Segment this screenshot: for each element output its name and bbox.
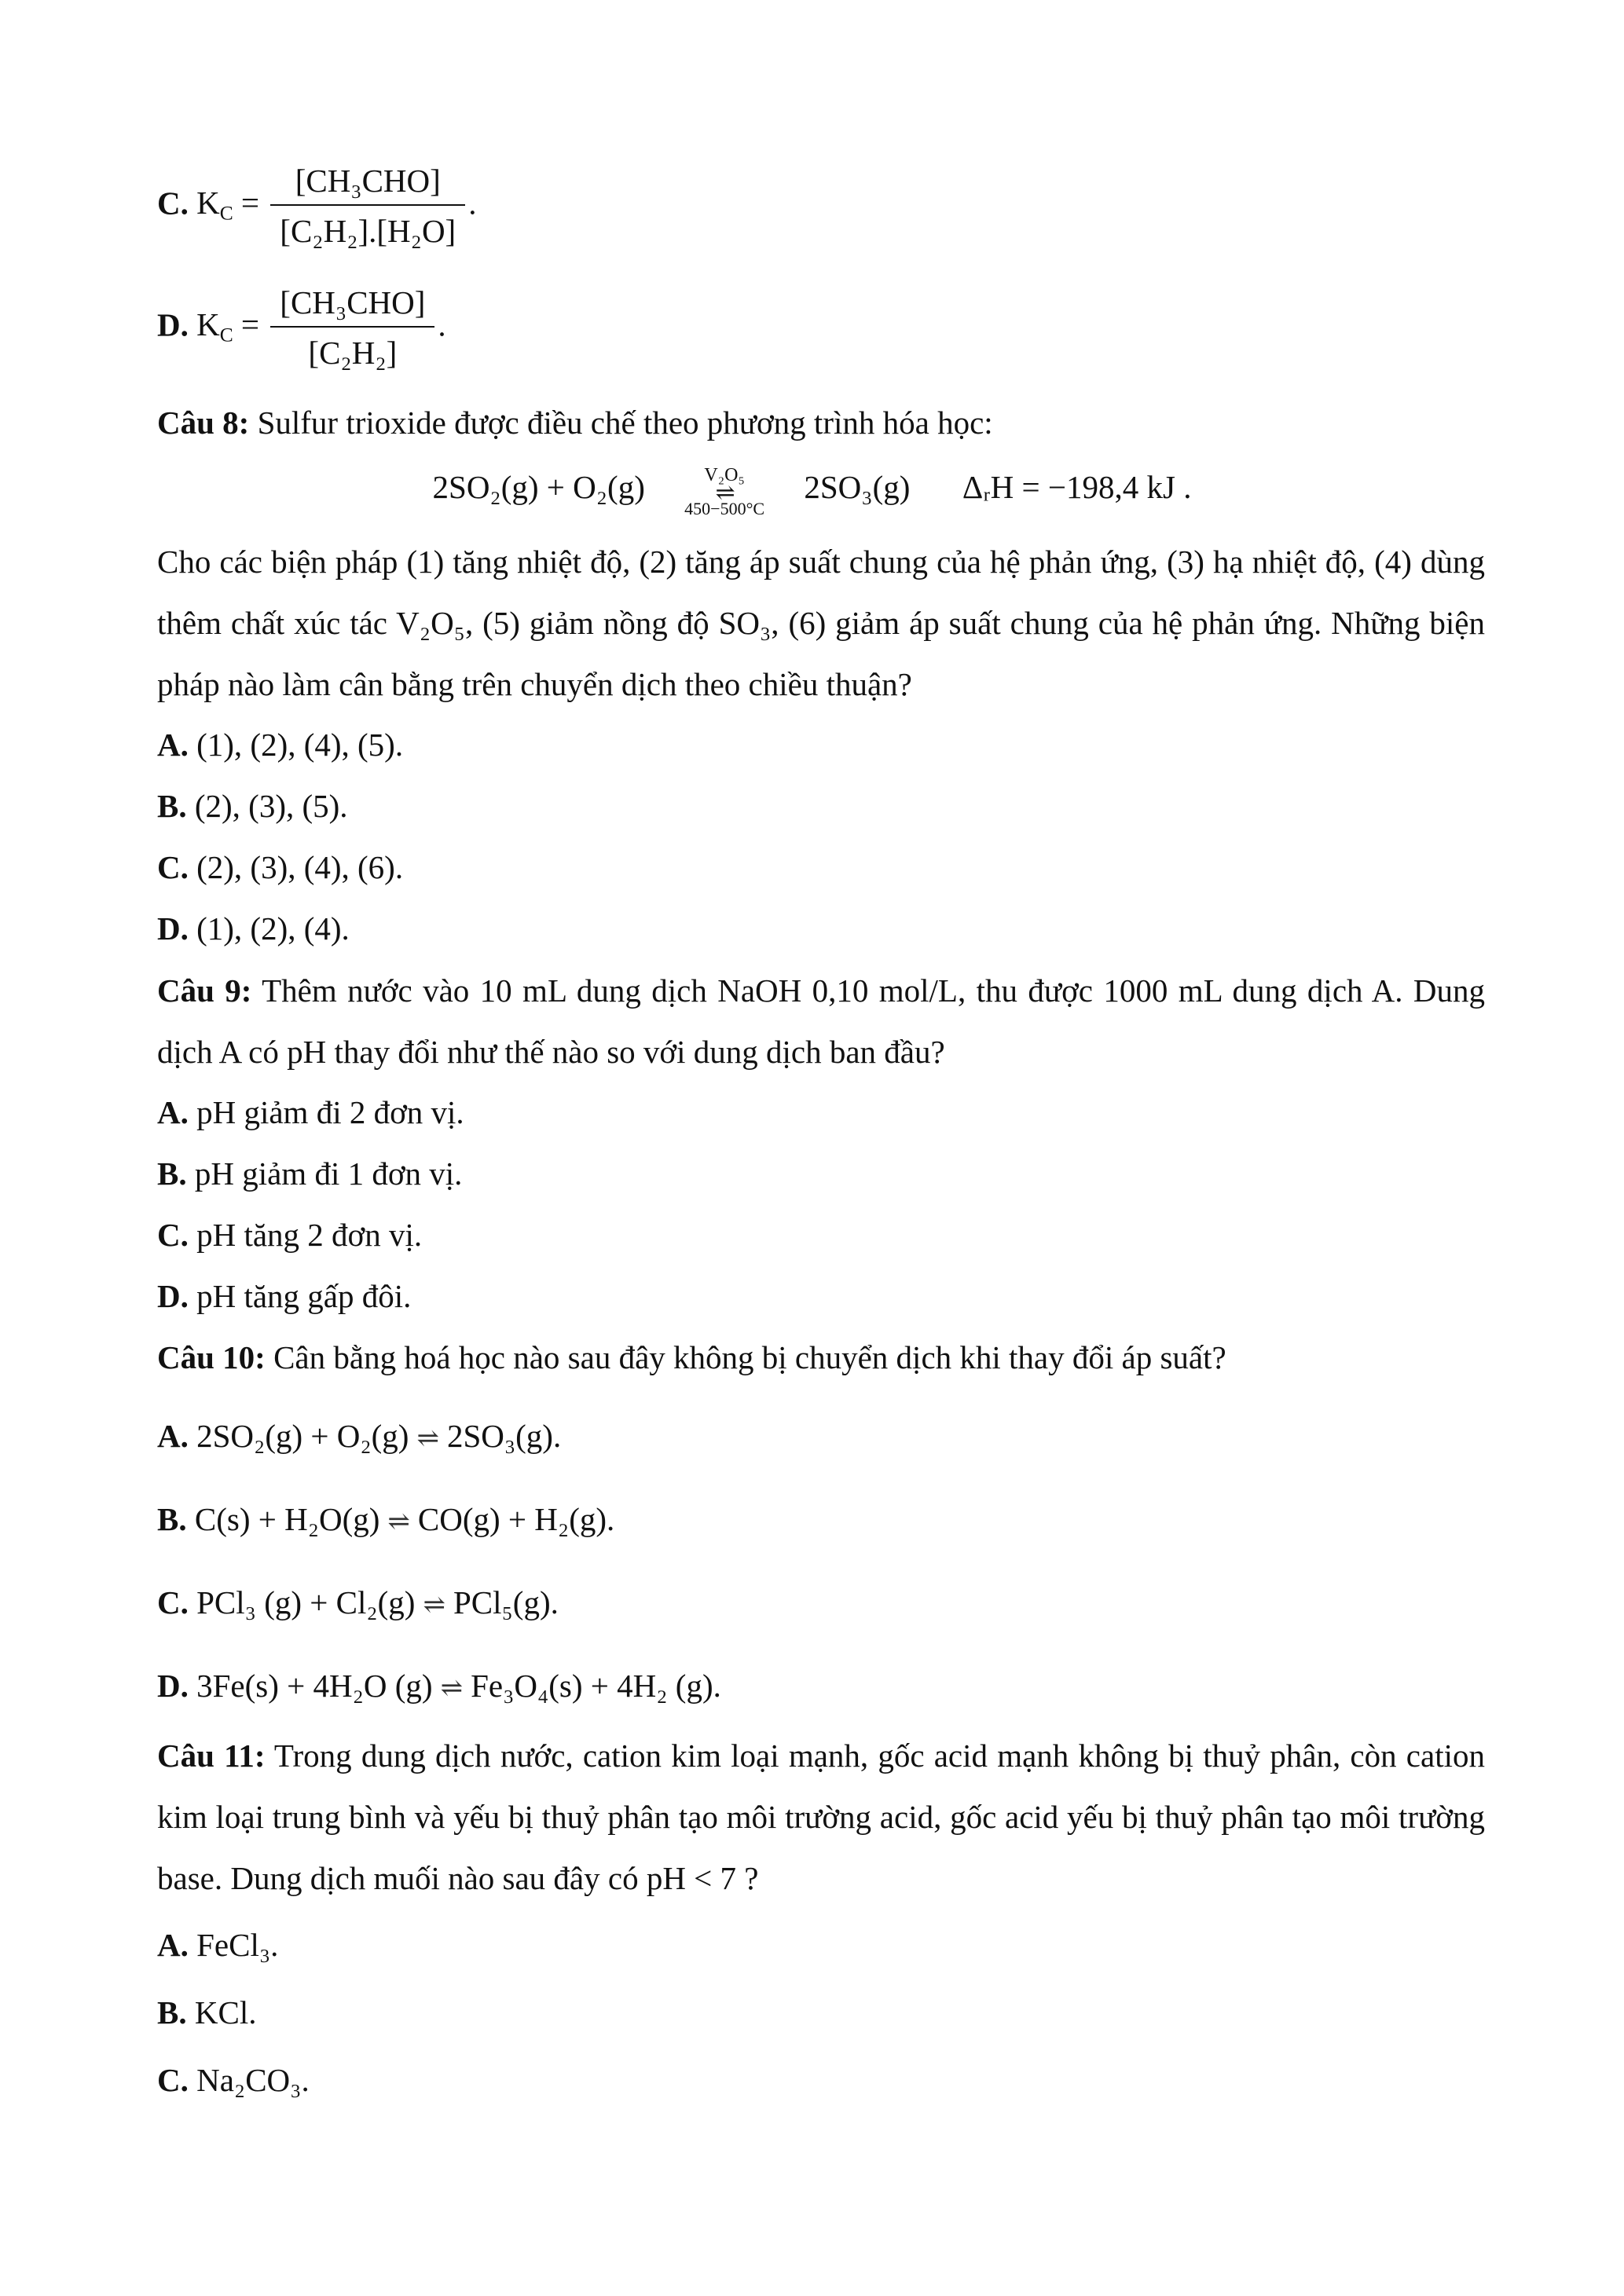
option-label: C. [157, 1217, 189, 1253]
q11-option-c [157, 2058, 310, 2102]
q9-option-c [157, 1213, 422, 1257]
option-label: B. [157, 788, 187, 824]
q8-option-b [157, 784, 348, 828]
products: 2SO₃(g). [446, 1418, 562, 1454]
products: PCl₅(g). [453, 1584, 559, 1620]
q9-option-b [157, 1152, 462, 1196]
question-label: Câu 8: [157, 405, 250, 441]
q7-option-c [157, 157, 476, 256]
reversible-arrow [658, 464, 791, 518]
option-text: FeCl₃. [188, 1927, 279, 1963]
equilibrium-arrow-icon: ⇌ [440, 1674, 464, 1703]
option-text: (2), (3), (4), (6). [188, 849, 404, 885]
option-label: A. [157, 727, 189, 763]
option-label: C. [157, 1584, 189, 1620]
option-label: C. [157, 2062, 189, 2098]
option-label: C. [157, 185, 189, 222]
q8-option-c [157, 845, 403, 889]
q11-option-b [157, 1990, 256, 2034]
option-label: A. [157, 1927, 189, 1963]
fraction-numerator: [CH₃CHO] [270, 279, 434, 328]
option-text: pH giảm đi 2 đơn vị. [188, 1094, 464, 1130]
option-text: Na₂CO₃. [188, 2062, 310, 2098]
question-text: Trong dung dịch nước, cation kim loại mạnh, gốc acid mạnh không bị thuỷ phân, còn cation kim loại trung bình và yếu bị thuỷ phân tạo môi trường acid, gốc acid yếu bị thuỷ phân tạo môi trường base. Dung dịch muối nào sau đây có pH < 7 ? [157, 1738, 1485, 1896]
period: . [438, 306, 446, 343]
equilibrium-arrow-icon: ⇌ [715, 479, 734, 506]
question-text: Cân bằng hoá học nào sau đây không bị chuyển dịch khi thay đổi áp suất? [265, 1339, 1226, 1375]
fraction-denominator: [C₂H₂] [308, 335, 398, 371]
option-text: (2), (3), (5). [186, 788, 348, 824]
q11-option-a [157, 1923, 278, 1967]
q9-option-a [157, 1090, 464, 1134]
option-text: (1), (2), (4). [188, 910, 350, 947]
enthalpy-change: ΔᵣH = −198,4 kJ . [962, 469, 1192, 505]
equilibrium-arrow-icon: ⇌ [387, 1507, 410, 1536]
reactants: 2SO₂(g) + O₂(g) [432, 469, 645, 505]
products: Fe₃O₄(s) + 4H₂ (g). [471, 1668, 721, 1704]
q8-stem [157, 401, 993, 445]
q9-option-d [157, 1274, 411, 1318]
q10-option-a [157, 1414, 561, 1461]
products: CO(g) + H₂(g). [417, 1501, 615, 1537]
reactants: C(s) + H₂O(g) [186, 1501, 380, 1537]
products: 2SO₃(g) [804, 469, 911, 505]
option-label: A. [157, 1094, 189, 1130]
q7-option-d [157, 279, 446, 378]
equilibrium-fraction [270, 157, 465, 256]
option-text: KCl. [186, 1994, 257, 2031]
option-label: D. [157, 306, 189, 343]
option-text: pH tăng 2 đơn vị. [188, 1217, 423, 1253]
question-text: Sulfur trioxide được điều chế theo phương trình hóa học: [249, 405, 993, 441]
q8-reaction-equation [0, 463, 1624, 518]
catalyst-label: V₂O₅ [704, 464, 745, 485]
equilibrium-arrow-icon: ⇌ [416, 1424, 439, 1453]
q8-option-d [157, 906, 350, 950]
option-label: A. [157, 1418, 189, 1454]
kc-symbol: $K_C$ = [196, 185, 268, 225]
option-label: D. [157, 1668, 189, 1704]
q8-option-a [157, 723, 403, 767]
period: . [468, 185, 477, 222]
temperature-label: 450−500°C [684, 498, 765, 518]
q10-option-b [157, 1497, 614, 1544]
reactants: 3Fe(s) + 4H₂O (g) [188, 1668, 433, 1704]
option-label: B. [157, 1994, 187, 2031]
reactants: PCl₃ (g) + Cl₂(g) [188, 1584, 416, 1620]
option-label: D. [157, 1278, 189, 1314]
fraction-denominator: [C₂H₂].[H₂O] [280, 213, 456, 249]
reactants: 2SO₂(g) + O₂(g) [188, 1418, 409, 1454]
question-label: Câu 10: [157, 1339, 266, 1375]
equilibrium-fraction [270, 279, 434, 378]
option-text: (1), (2), (4), (5). [188, 727, 404, 763]
question-label: Câu 11: [157, 1738, 266, 1774]
option-label: B. [157, 1501, 187, 1537]
option-text: pH giảm đi 1 đơn vị. [186, 1155, 463, 1192]
q10-stem [157, 1335, 1226, 1379]
option-text: pH tăng gấp đôi. [188, 1278, 412, 1314]
kc-symbol: $K_C$ = [196, 306, 268, 347]
option-label: B. [157, 1155, 187, 1192]
q8-body: Cho các biện pháp (1) tăng nhiệt độ, (2) tăng áp suất chung của hệ phản ứng, (3) hạ nhiệt độ, (4) dùng thêm chất xúc tác V₂O₅, (5) giảm nồng độ SO₃, (6) giảm áp suất chung của hệ phản ứng. Những biện pháp nào làm cân bằng trên chuyển dịch theo chiều thuận? [157, 544, 1485, 702]
question-text: Thêm nước vào 10 mL dung dịch NaOH 0,10 mol/L, thu được 1000 mL dung dịch A. Dung dịch A có pH thay đổi như thế nào so với dung dịch ban đầu? [157, 972, 1485, 1070]
q10-option-c [157, 1580, 559, 1628]
fraction-numerator: [CH₃CHO] [270, 157, 465, 206]
q11-stem [157, 1725, 1485, 1909]
question-label: Câu 9: [157, 972, 252, 1009]
q9-stem [157, 960, 1485, 1082]
option-label: D. [157, 910, 189, 947]
option-label: C. [157, 849, 189, 885]
equilibrium-arrow-icon: ⇌ [423, 1591, 445, 1620]
q10-option-d [157, 1664, 721, 1711]
